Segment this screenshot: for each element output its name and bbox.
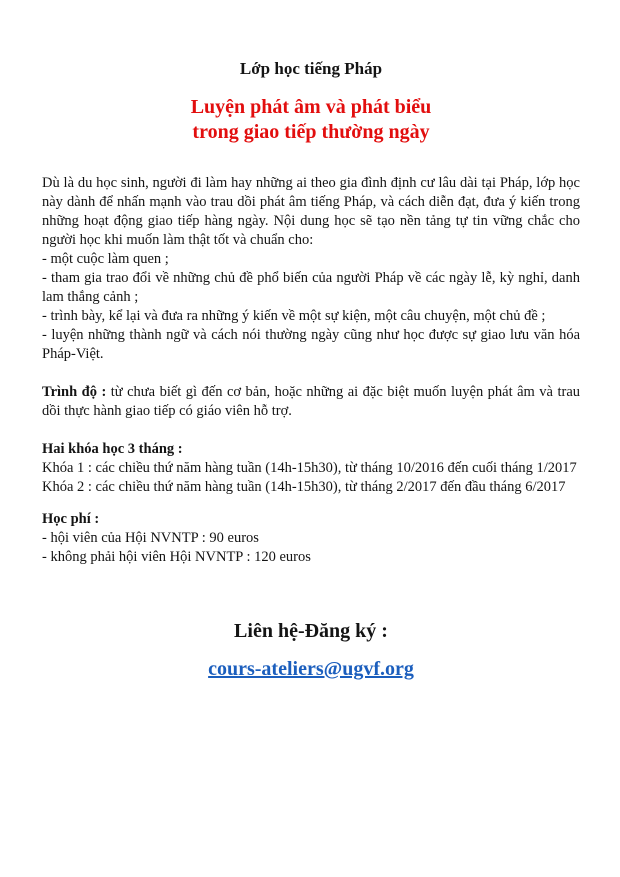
level-paragraph bbox=[42, 383, 580, 421]
level-label: Trình độ : bbox=[42, 384, 107, 400]
contact-section bbox=[42, 619, 580, 681]
bullet-item: - một cuộc làm quen ; bbox=[42, 251, 169, 267]
course-item-1: Khóa 1 : các chiều thứ năm hàng tuần (14h-15h30), từ tháng 10/2016 đến cuối tháng 1/2017 bbox=[42, 460, 577, 476]
fee-item-non-member: - không phải hội viên Hội NVNTP : 120 euros bbox=[42, 549, 311, 565]
bullet-item: - luyện những thành ngữ và cách nói thường ngày cũng như học được sự giao lưu văn hóa Pháp-Việt. bbox=[42, 327, 580, 362]
fees-heading: Học phí : bbox=[42, 511, 100, 527]
contact-heading: Liên hệ-Đăng ký : bbox=[234, 620, 388, 642]
course-headline bbox=[42, 95, 580, 145]
headline-line-2: trong giao tiếp thường ngày bbox=[192, 121, 430, 143]
course-item-2: Khóa 2 : các chiều thứ năm hàng tuần (14h-15h30), từ tháng 2/2017 đến đầu tháng 6/2017 bbox=[42, 479, 566, 495]
intro-paragraph: Dù là du học sinh, người đi làm hay những ai theo gia đình định cư lâu dài tại Pháp, lớp học này dành để nhấn mạnh vào trau dồi phát âm tiếng Pháp, và cách diễn đạt, đưa ý kiến trong những hoạt động giao tiếp hàng ngày. Nội dung học sẽ tạo nền tảng tự tin vững chắc cho người học khi muốn làm thật tốt và chuẩn cho: bbox=[42, 175, 580, 248]
contact-email-link[interactable]: cours-ateliers@ugvf.org bbox=[208, 658, 414, 680]
bullet-item: - trình bày, kể lại và đưa ra những ý kiến về một sự kiện, một câu chuyện, một chủ đề ; bbox=[42, 308, 546, 324]
bullet-list bbox=[42, 250, 580, 364]
page-title: Lớp học tiếng Pháp bbox=[239, 59, 383, 78]
headline-line-1: Luyện phát âm và phát biểu bbox=[190, 96, 432, 118]
fee-item-member: - hội viên của Hội NVNTP : 90 euros bbox=[42, 530, 259, 546]
document-body bbox=[42, 174, 580, 567]
bullet-item: - tham gia trao đổi về những chủ đề phổ biến của người Pháp về các ngày lễ, kỳ nghỉ, danh lam thắng cảnh ; bbox=[42, 270, 580, 305]
courses-heading: Hai khóa học 3 tháng : bbox=[42, 441, 183, 457]
level-text: từ chưa biết gì đến cơ bản, hoặc những ai đặc biệt muốn luyện phát âm và trau dồi thực hành giao tiếp có giáo viên hỗ trợ. bbox=[42, 384, 580, 419]
